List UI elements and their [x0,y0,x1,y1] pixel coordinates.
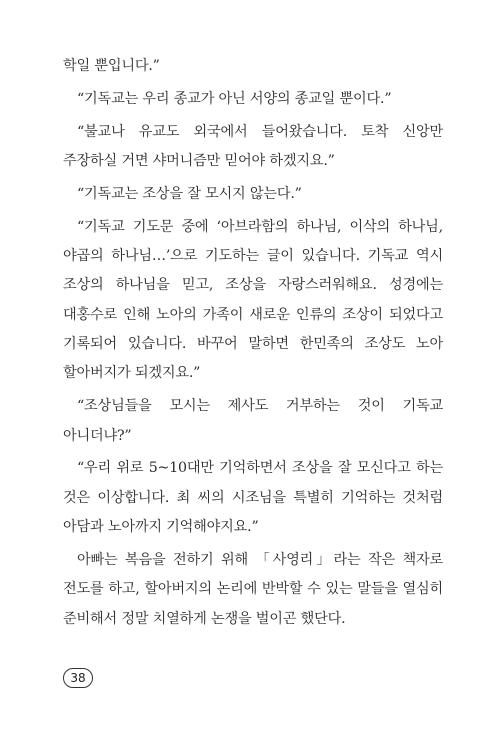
body-text [63,52,443,634]
paragraph: 아빠는 복음을 전하기 위해 「사영리」라는 작은 책자로 전도를 하고, 할아버지의 논리에 반박할 수 있는 말들을 열심히 준비해서 정말 치열하게 논쟁을 벌이곤 했단다. [63,551,443,627]
paragraph: “기독교 기도문 중에 ‘아브라함의 하나님, 이삭의 하나님, 야곱의 하나님…’으로 기도하는 글이 있습니다. 기독교 역시 조상의 하나님을 믿고, 조상을 자랑스러워해요. 성경에는 대홍수로 인해 노아의 가족이 새로운 인류의 조상이 되었다고 기록되어 있습니다. 바꾸어 말하면 한민족의 조상도 노아 할아버지가 되겠지요.” [63,218,443,382]
paragraph: “불교나 유교도 외국에서 들어왔습니다. 토착 신앙만 주장하실 거면 샤머니즘만 믿어야 하겠지요.” [63,123,443,170]
paragraph: “우리 위로 5~10대만 기억하면서 조상을 잘 모신다고 하는 것은 이상합니다. 최 씨의 시조님을 특별히 기억하는 것처럼 아담과 노아까지 기억해야지요.” [63,460,443,536]
paragraph: “조상님들을 모시는 제사도 거부하는 것이 기독교 아니더냐?” [63,398,443,444]
paragraph: “기독교는 우리 종교가 아닌 서양의 종교일 뿐이다.” [77,90,392,107]
page-number: 38 [63,668,93,688]
paragraph: 학일 뿐입니다.” [63,58,160,74]
paragraph: “기독교는 조상을 잘 모시지 않는다.” [77,185,302,202]
